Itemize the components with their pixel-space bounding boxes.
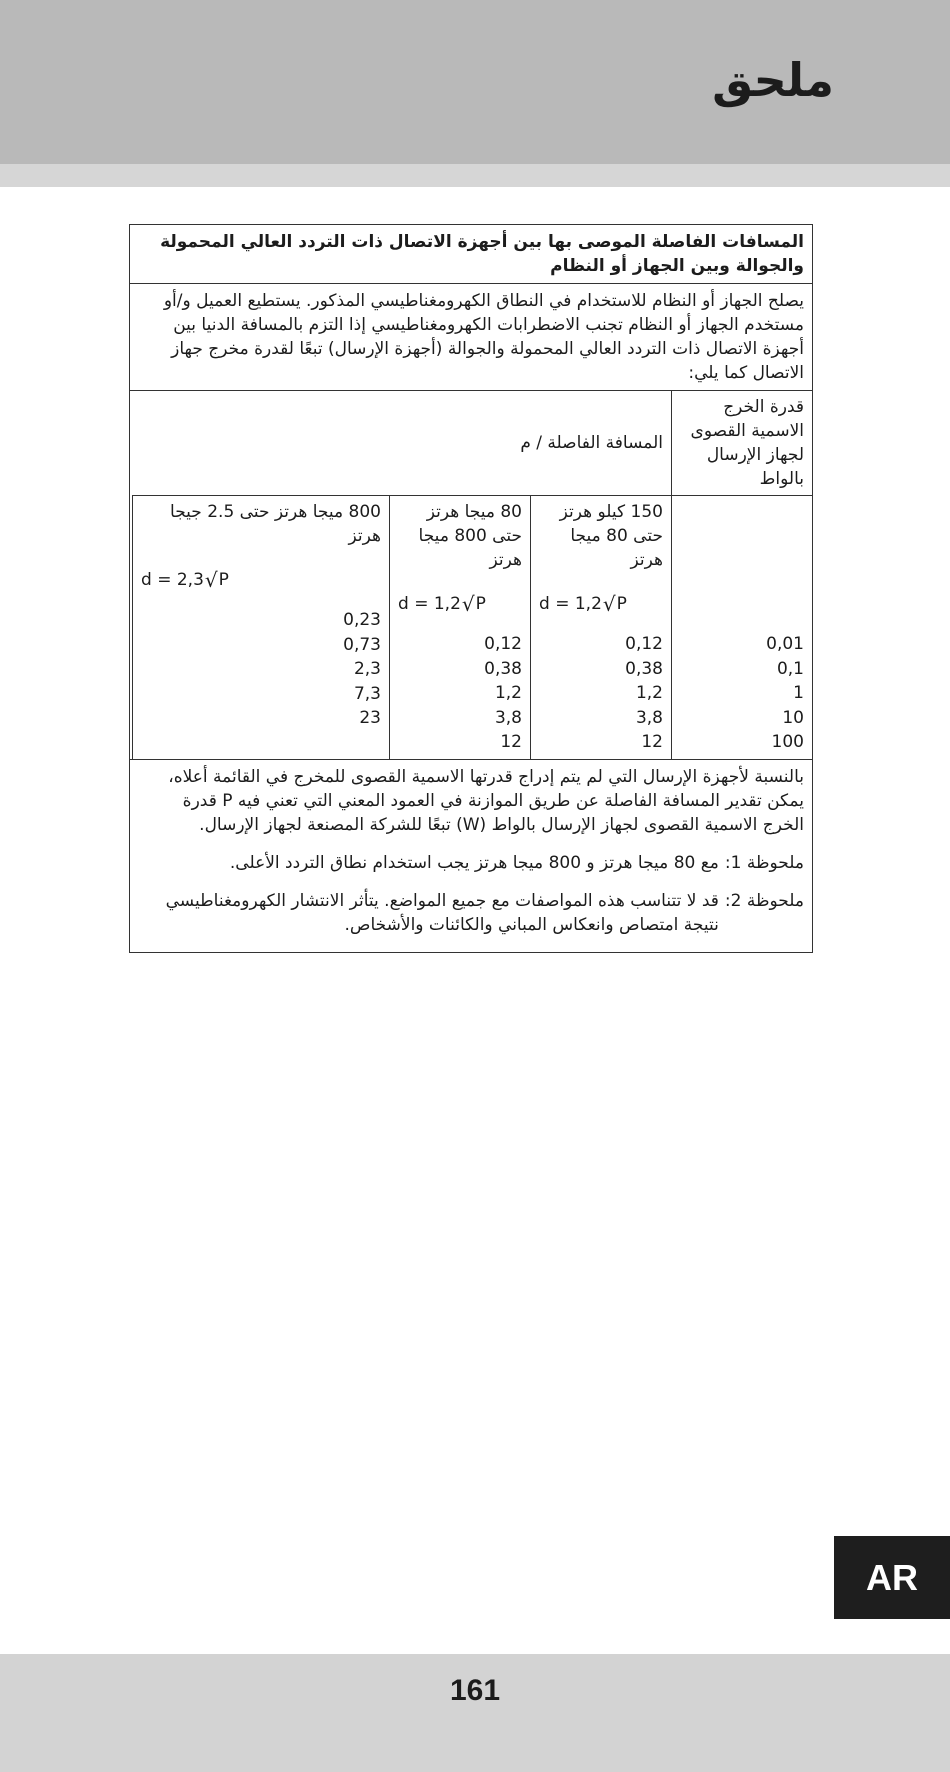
distance-header: المسافة الفاصلة / م: [520, 433, 663, 453]
distance-table: [130, 391, 812, 760]
band-column-1: [530, 496, 671, 759]
sqrt-symbol: √: [602, 592, 616, 616]
language-tab: AR: [834, 1536, 950, 1619]
page-number: 161: [449, 1674, 501, 1707]
distance-header-cell: [132, 391, 671, 496]
footnote-section: [130, 760, 812, 952]
power-value: 10: [782, 707, 804, 728]
power-values: [680, 632, 804, 755]
power-header-cell: [671, 391, 812, 496]
distance-value: 23: [359, 708, 381, 728]
distance-value: 2,3: [353, 659, 381, 679]
formula-coefficient: d = 2,3: [141, 570, 204, 590]
band-label: 80 ميجا هرتز حتى 800 ميجا هرتز: [418, 502, 522, 570]
distance-value: 0,73: [343, 634, 381, 655]
distance-value: 0,23: [343, 610, 381, 630]
band-label: 150 كيلو هرتز حتى 80 ميجا هرتز: [559, 502, 663, 570]
note-2-text: قد لا تتناسب هذه المواصفات مع جميع المواضع. يتأثر الانتشار الكهرومغناطيسي نتيجة امتصاص وانعكاس المباني والكائنات والأشخاص.: [165, 890, 719, 935]
distance-value: 7,3: [353, 683, 381, 704]
sheet-heading-section: [130, 225, 812, 284]
distance-value: 12: [641, 732, 663, 752]
formula: [141, 568, 381, 592]
band-column-2: [389, 496, 530, 759]
power-value: 0,01: [766, 634, 804, 654]
band-label: 800 ميجا هرتز حتى 2.5 جيجا هرتز: [170, 502, 381, 546]
power-column: [671, 496, 812, 759]
power-value: 100: [771, 732, 804, 752]
sqrt-symbol: √: [461, 592, 475, 616]
distance-values: [141, 608, 381, 731]
formula: [539, 592, 663, 616]
separation-distance-sheet: [129, 224, 813, 953]
note-1: [138, 851, 804, 875]
formula-coefficient: d = 1,2: [398, 594, 461, 614]
formula-coefficient: d = 1,2: [539, 594, 602, 614]
formula-variable: P: [616, 594, 627, 614]
distance-value: 3,8: [635, 707, 663, 728]
formula: [398, 592, 522, 616]
note-2-label: ملحوظة 2:: [724, 890, 804, 911]
footnote-paragraph: بالنسبة لأجهزة الإرسال التي لم يتم إدراج قدرتها الاسمية القصوى للمخرج في القائمة أعلاه، يمكن تقدير المسافة الفاصلة عن طريق الموازنة في العمود المعني التي تعني فيه P قدرة الخرج الاسمية القصوى لجهاز الإرسال بالواط (W) تبعًا للشركة المصنعة لجهاز الإرسال.: [168, 766, 804, 835]
sheet-heading: المسافات الفاصلة الموصى بها بين أجهزة الاتصال ذات التردد العالي المحمولة والجوالة وبين الجهاز أو النظام: [160, 232, 804, 276]
footer-band: [0, 1654, 950, 1772]
distance-value: 0,38: [484, 658, 522, 679]
note-2: [138, 889, 804, 937]
distance-value: 0,38: [625, 658, 663, 679]
intro-section: [130, 284, 812, 391]
distance-value: 3,8: [494, 707, 522, 728]
section-spacer: [138, 937, 804, 947]
page-title: ملحق: [712, 53, 834, 107]
intro-paragraph: يصلح الجهاز أو النظام للاستخدام في النطاق الكهرومغناطيسي المذكور. يستطيع العميل و/أو مستخدم الجهاز أو النظام تجنب الاضطرابات الكهرومغناطيسي إذا التزم بالمسافة الدنيا بين أجهزة الاتصال ذات التردد العالي المحمولة والجوالة (أجهزة الإرسال) تبعًا لقدرة مخرج جهاز الاتصال كما يلي:: [163, 291, 804, 383]
band-column-3: [132, 496, 389, 759]
power-header: قدرة الخرج الاسمية القصوى لجهاز الإرسال بالواط: [690, 397, 804, 489]
header-strip: [0, 164, 950, 187]
distance-value: 1,2: [494, 683, 522, 703]
formula-variable: P: [475, 594, 486, 614]
distance-values: [398, 632, 522, 755]
distance-values: [539, 632, 663, 755]
power-value: 1: [793, 683, 804, 703]
distance-value: 1,2: [635, 683, 663, 703]
power-value: 0,1: [776, 658, 804, 679]
formula-variable: P: [218, 570, 229, 590]
distance-value: 0,12: [625, 634, 663, 654]
distance-value: 0,12: [484, 634, 522, 654]
note-1-text: مع 80 ميجا هرتز و 800 ميجا هرتز يجب استخدام نطاق التردد الأعلى.: [229, 852, 719, 873]
note-1-label: ملحوظة 1:: [724, 852, 804, 873]
sqrt-symbol: √: [204, 568, 218, 592]
distance-value: 12: [500, 732, 522, 752]
